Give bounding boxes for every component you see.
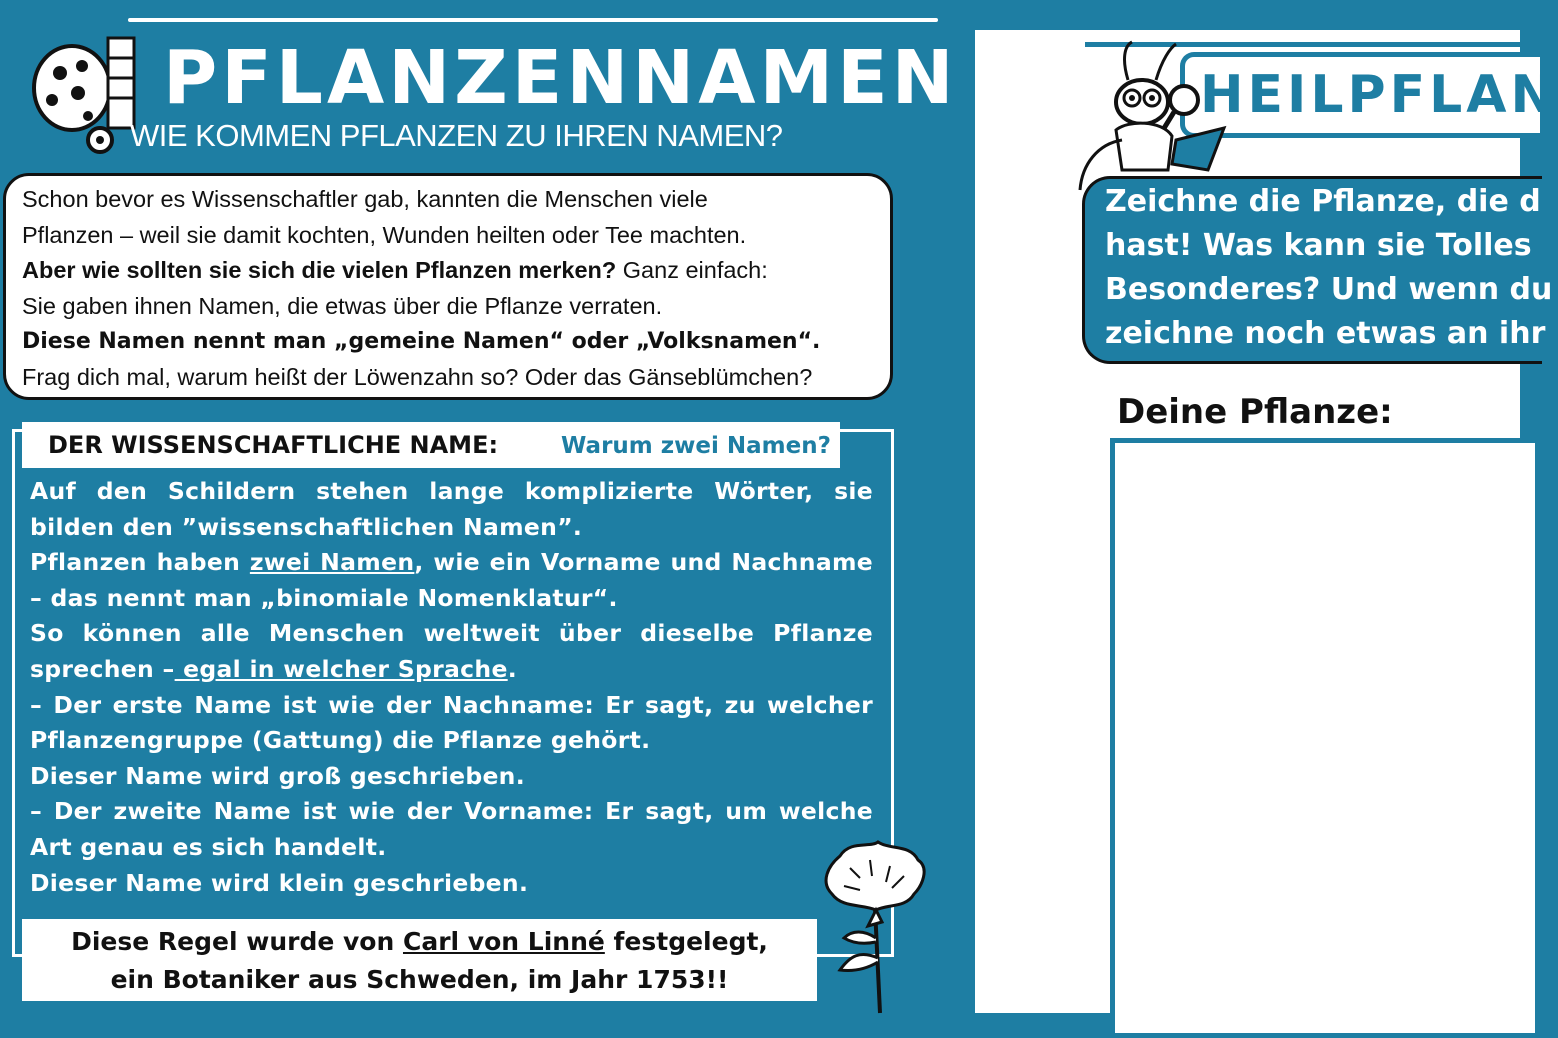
body-text: , wie ein Vorname und Nachname – das nennt man „binomiale Nomenklatur“. bbox=[30, 548, 873, 612]
underlined-text: zwei Namen bbox=[249, 548, 415, 577]
body-text: So können alle Menschen weltweit über dieselbe Pflanze sprechen – bbox=[30, 619, 873, 683]
page-title: PFLANZENNAMEN bbox=[163, 35, 958, 121]
page-subtitle: WIE KOMMEN PFLANZEN ZU IHREN NAMEN? bbox=[130, 118, 783, 153]
instruction-line: Zeichne die Pflanze, die d bbox=[1105, 184, 1541, 219]
footer-note bbox=[22, 923, 817, 999]
top-divider bbox=[128, 18, 938, 22]
intro-line: Frag dich mal, warum heißt der Löwenzahn so? Oder das Gänseblümchen? bbox=[22, 363, 813, 390]
body-paragraph: – Der erste Name ist wie der Nachname: Er sagt, zu welcher Pflanzengruppe (Gattung) die Pflanze gehört. bbox=[30, 690, 873, 755]
instruction-line: zeichne noch etwas an ihr bbox=[1105, 316, 1546, 351]
footer-line: ein Botaniker aus Schweden, im Jahr 1753!! bbox=[110, 965, 729, 994]
instruction-text bbox=[1105, 180, 1552, 356]
footer-line bbox=[22, 923, 817, 961]
body-paragraph bbox=[30, 545, 873, 616]
underlined-text: egal in welcher Sprache bbox=[174, 654, 508, 683]
body-paragraph: Dieser Name wird groß geschrieben. bbox=[30, 761, 525, 790]
instruction-line: hast! Was kann sie Tolles bbox=[1105, 228, 1532, 263]
intro-line: Pflanzen – weil sie damit kochten, Wunden heilten oder Tee machten. bbox=[22, 221, 747, 248]
footer-text: Diese Regel wurde von bbox=[71, 927, 403, 956]
body-paragraph bbox=[30, 616, 873, 687]
body-paragraph: Auf den Schildern stehen lange komplizierte Wörter, sie bilden den ”wissenschaftlichen Namen”. bbox=[30, 477, 873, 541]
intro-question: Aber wie sollten sie sich die vielen Pflanzen merken? bbox=[22, 257, 617, 284]
intro-line bbox=[22, 253, 890, 289]
intro-box bbox=[3, 173, 893, 400]
body-paragraph: – Der zweite Name ist wie der Vorname: Er sagt, um welche Art genau es sich handelt. bbox=[30, 797, 873, 861]
drawing-area[interactable] bbox=[1110, 438, 1540, 1038]
flower-icon bbox=[810, 838, 935, 1013]
footer-name: Carl von Linné bbox=[402, 927, 605, 956]
body-text: Pflanzen haben bbox=[30, 548, 250, 577]
ant-magnifier-icon bbox=[1076, 40, 1226, 190]
plant-label: Deine Pflanze: bbox=[1117, 392, 1393, 432]
body-paragraph: Dieser Name wird klein geschrieben. bbox=[30, 868, 529, 897]
scientific-body bbox=[30, 474, 873, 901]
intro-highlight: Diese Namen nennt man „gemeine Namen“ oder „Volksnamen“. bbox=[22, 329, 821, 355]
instruction-line: Besonderes? Und wenn du bbox=[1105, 272, 1553, 307]
scientific-heading: DER WISSENSCHAFTLICHE NAME: bbox=[48, 431, 499, 459]
intro-line: Schon bevor es Wissenschaftler gab, kannten die Menschen viele bbox=[22, 186, 708, 212]
intro-answer: Ganz einfach: bbox=[616, 257, 768, 284]
footer-text: festgelegt, bbox=[604, 927, 768, 956]
scientific-heading-question: Warum zwei Namen? bbox=[561, 433, 831, 459]
intro-line: Sie gaben ihnen Namen, die etwas über die Pflanze verraten. bbox=[22, 292, 663, 319]
body-text: . bbox=[507, 654, 517, 683]
right-page-title: HEILPFLAN bbox=[1200, 65, 1558, 125]
